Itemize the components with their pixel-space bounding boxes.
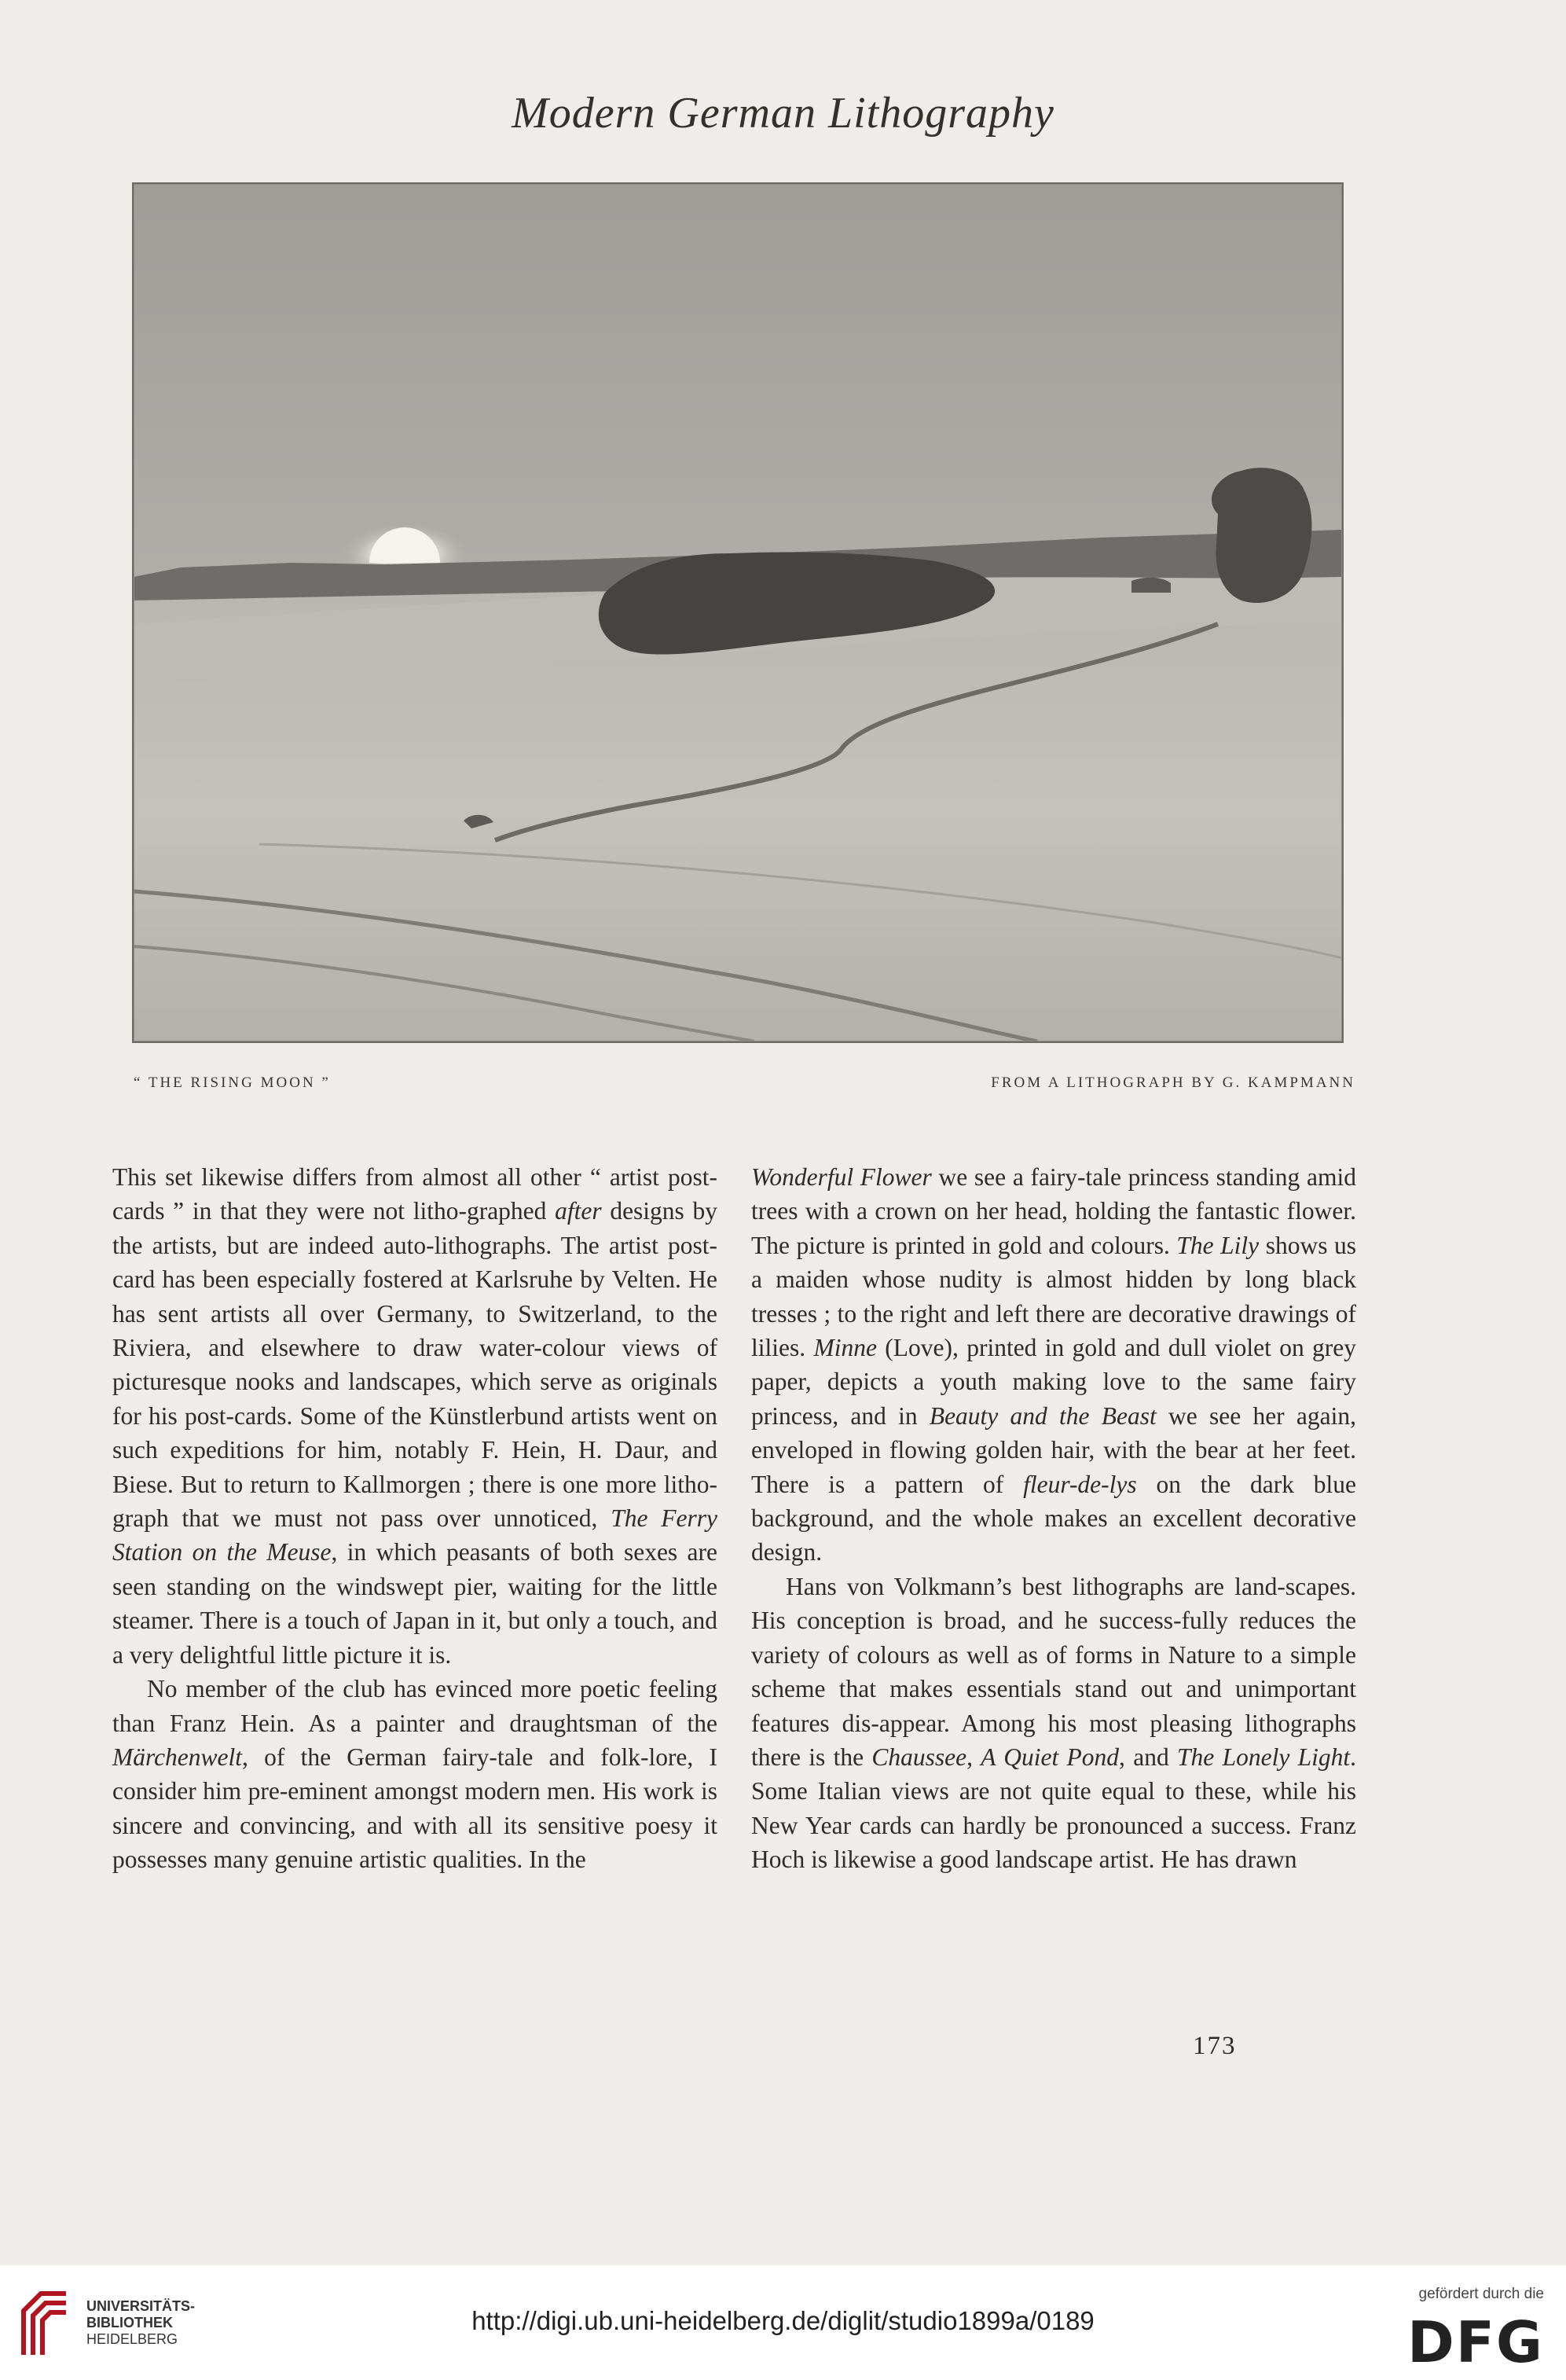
italic-title-run: Beauty and the Beast	[929, 1401, 1157, 1430]
paragraph	[112, 1672, 717, 1876]
running-title: Modern German Lithography	[512, 89, 1054, 138]
library-name-line: UNIVERSITÄTS-	[86, 2298, 196, 2314]
paragraph	[751, 1160, 1356, 1570]
text-run: , of the German fairy-tale and folk-lore, I consider him pre-eminent amongst modern men. His work is sincere and convincing, and with all its sensitive poesy it possesses many genuine artistic qualities. In the	[112, 1743, 717, 1874]
italic-title-run: The Ferry Station on the Meuse	[112, 1504, 717, 1566]
funding-note: gefördert durch die	[1418, 2286, 1544, 2302]
italic-title-run: The Lonely Light	[1177, 1743, 1351, 1771]
italic-title-run: Minne	[813, 1334, 877, 1362]
text-run: This set likewise differs from almost all other “ artist post-cards ” in that they were not litho-graphed	[112, 1163, 717, 1225]
text-run: we see her again, enveloped in flowing golden hair, with the bear at her feet. There is a pattern of	[751, 1401, 1356, 1498]
text-run: , and	[1119, 1743, 1178, 1771]
dfg-logo: DFG	[1406, 2309, 1544, 2375]
text-run: Hans von Volkmann’s best lithographs are land-scapes. His conception is broad, and he success-fully reduces the variety of colours as well as of forms in Nature to a simple scheme that makes essentials stand out and unimportant features dis-appear. Among his most pleasing lithographs there is the	[751, 1572, 1356, 1771]
text-run: (Love), printed in gold and dull violet on grey paper, depicts a youth making love to the same fairy princess, and in	[751, 1334, 1357, 1430]
lithograph-plate-image	[132, 182, 1344, 1043]
italic-text-run: Märchenwelt	[112, 1743, 243, 1771]
italic-title-run: A Quiet Pond	[981, 1743, 1120, 1771]
text-run: . Some Italian views are not quite equal to these, while his New Year cards can hardly be pronounced a success. Franz Hoch is likewise a good landscape artist. He has drawn	[751, 1743, 1356, 1874]
italic-title-run: Wonderful Flower	[751, 1163, 932, 1191]
paragraph	[751, 1570, 1356, 1877]
italic-title-run: Chaussee	[871, 1743, 967, 1771]
plate-caption-title: “ THE RISING MOON ”	[134, 1074, 331, 1091]
library-name-line: HEIDELBERG	[86, 2331, 178, 2347]
paragraph	[112, 1160, 717, 1672]
left-text-column	[112, 1160, 717, 1877]
page-number: 173	[1193, 2032, 1237, 2060]
text-run: ,	[966, 1743, 981, 1771]
italic-title-run: The Lily	[1176, 1231, 1260, 1259]
text-run: we see a fairy-tale princess standing amid trees with a crown on her head, holding the fantastic flower. The picture is printed in gold and colours.	[751, 1163, 1356, 1259]
italic-text-run: fleur-de-lys	[1023, 1470, 1137, 1498]
library-name-line: BIBLIOTHEK	[86, 2315, 173, 2330]
italic-text-run: after	[555, 1197, 602, 1225]
text-run: shows us a maiden whose nudity is almost hidden by long black tresses ; to the right and left there are decorative drawings of lilies.	[751, 1231, 1356, 1362]
text-run: No member of the club has evinced more poetic feeling than Franz Hein. As a painter and draughtsman of the	[112, 1675, 717, 1737]
text-run: , in which peasants of both sexes are seen standing on the windswept pier, waiting for the little steamer. There is a touch of Japan in it, but only a touch, and a very delightful little picture it is.	[112, 1538, 717, 1669]
text-run: designs by the artists, but are indeed auto-lithographs. The artist post-card has been especially fostered at Karlsruhe by Velten. He has sent artists all over Germany, to Switzerland, to the Riviera, and elsewhere to draw water-colour views of picturesque nooks and landscapes, which serve as originals for his post-cards. Some of the Künstlerbund artists went on such expeditions for him, notably F. Hein, H. Daur, and Biese. But to return to Kallmorgen ; there is one more litho-graph that we must not pass over unnoticed,	[112, 1197, 718, 1533]
permalink-url[interactable]: http://digi.ub.uni-heidelberg.de/diglit/studio1899a/0189	[471, 2306, 1095, 2335]
right-text-column	[751, 1160, 1356, 1877]
plate-caption-credit: FROM A LITHOGRAPH BY G. KAMPMANN	[991, 1074, 1355, 1091]
text-run: on the dark blue background, and the whole makes an excellent decorative design.	[751, 1470, 1356, 1566]
digitization-footer	[0, 2265, 1566, 2380]
